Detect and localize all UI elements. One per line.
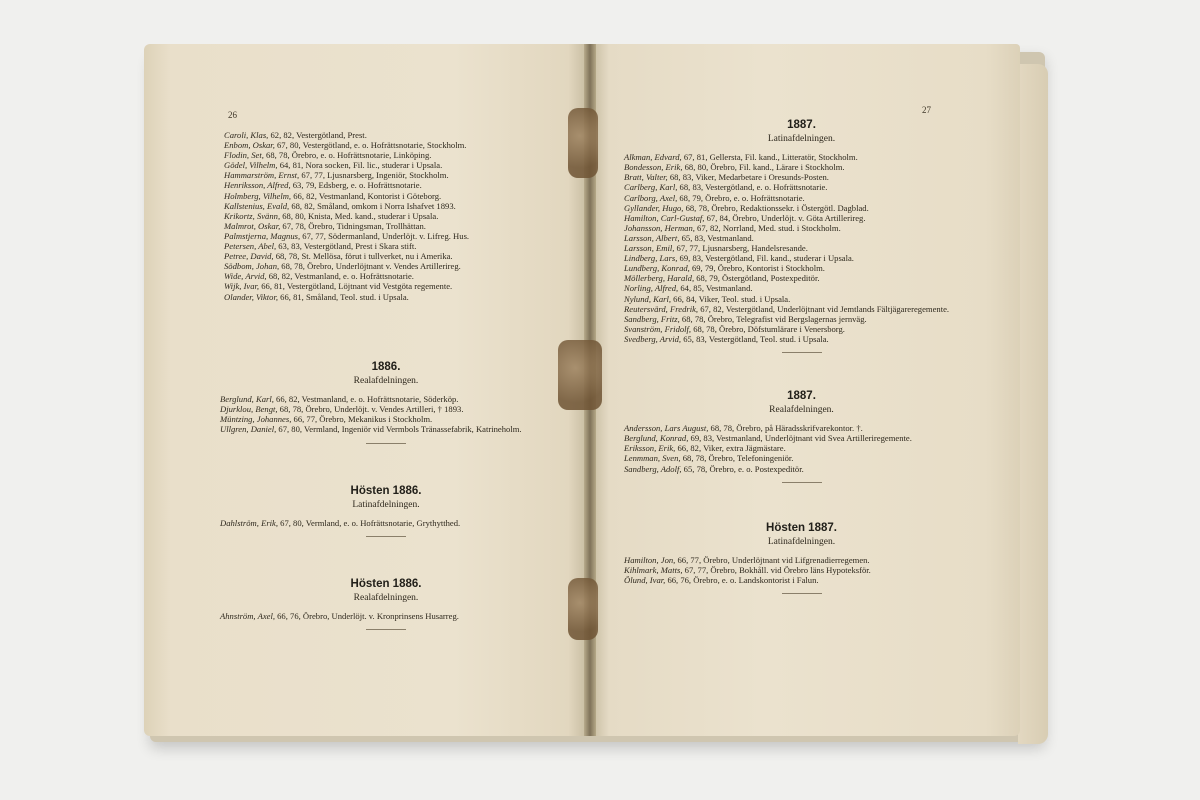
- student-details: 65, 83, Vestmanland.: [679, 232, 754, 243]
- student-details: 66, 84, Viker, Teol. stud. i Upsala.: [671, 293, 791, 304]
- student-name: Möllerberg, Harald,: [624, 273, 695, 284]
- student-details: 64, 81, Nora socken, Fil. lic., studerar i Upsala.: [277, 160, 443, 171]
- roster-entry: [624, 453, 979, 463]
- roster-entry: [224, 251, 554, 261]
- student-name: Reutersvärd, Fredrik,: [624, 303, 699, 314]
- roster-entry: [624, 283, 979, 293]
- section-heading: Hösten 1887.: [766, 521, 837, 534]
- roster-entry: [624, 253, 979, 263]
- roster-entry: [224, 150, 554, 160]
- roster-entry: [624, 182, 979, 192]
- student-details: 67, 81, Gellersta, Fil. kand., Litteratör, Stockholm.: [681, 152, 858, 163]
- roster-entry: [224, 231, 554, 241]
- section-heading: Hösten 1886.: [350, 577, 422, 590]
- student-name: Wijk, Ivar,: [224, 281, 260, 292]
- roster-entry: [224, 292, 554, 302]
- student-name: Dahlström, Erik,: [220, 517, 279, 528]
- roster-entry: [220, 518, 552, 528]
- roster-entry: [624, 423, 979, 433]
- roster-entry: [224, 191, 554, 201]
- student-name: Sandberg, Adolf,: [624, 463, 682, 474]
- student-name: Lindberg, Lars,: [624, 253, 678, 264]
- student-details: 67, 77, Ljusnarsberg, Ingeniör, Stockholm.: [299, 170, 449, 181]
- roster-entry: [224, 281, 554, 291]
- roster-entry: [624, 263, 979, 273]
- right-sections: [624, 120, 979, 594]
- student-details: 68, 80, Örebro, Fil. kand., Lärare i Stockholm.: [682, 162, 845, 173]
- roster-entry: [224, 130, 554, 140]
- student-name: Lenmman, Sven,: [624, 453, 681, 464]
- student-details: 63, 83, Vestergötland, Prest i Skara stift.: [276, 241, 417, 252]
- student-name: Flodin, Set,: [224, 150, 264, 161]
- student-details: 66, 76, Örebro, Underlöjt. v. Kronprinsens Husarreg.: [274, 611, 459, 622]
- roster-entry: [224, 170, 554, 180]
- student-name: Hamilton, Carl-Gustaf,: [624, 212, 705, 223]
- student-details: 66, 76, Örebro, e. o. Landskontorist i Falun.: [665, 575, 819, 585]
- student-name: Gödel, Vilhelm,: [224, 160, 278, 171]
- class-section: [624, 120, 979, 353]
- student-name: Bondesson, Erik,: [624, 162, 683, 173]
- roster-entry: [624, 304, 979, 314]
- roster-entry: [624, 162, 979, 172]
- student-name: Henriksson, Alfred,: [224, 180, 291, 191]
- student-details: 68, 78, Örebro, Underlöjtnant v. Vendes Artillerireg.: [279, 261, 461, 272]
- student-name: Petersen, Abel,: [224, 241, 277, 252]
- student-details: 68, 82, Småland, omkom i Norra Ishafvet 1893.: [289, 200, 456, 211]
- section-divider: [366, 629, 406, 630]
- roster-entry: [624, 555, 979, 565]
- student-details: 67, 84, Örebro, Underlöjt. v. Göta Artillerireg.: [704, 212, 866, 223]
- student-name: Müntzing, Johannes,: [220, 414, 292, 425]
- staple-top: [568, 108, 598, 178]
- roster-entry: [224, 140, 554, 150]
- roster-entry: [624, 193, 979, 203]
- roster-entry: [220, 404, 552, 414]
- student-name: Petree, David,: [224, 251, 274, 262]
- student-details: 63, 79, Edsberg, e. o. Hofrättsnotarie.: [290, 180, 422, 191]
- roster-entry: [624, 152, 979, 162]
- student-name: Ölund, Ivar,: [624, 575, 666, 585]
- student-name: Djurklou, Bengt,: [220, 404, 278, 415]
- student-name: Svanström, Fridolf,: [624, 323, 692, 334]
- student-name: Krikortz, Svänn,: [224, 210, 281, 221]
- roster-entry: [624, 324, 979, 334]
- student-name: Kallstenius, Evald,: [224, 200, 290, 211]
- student-details: 67, 80, Vermland, Ingeniör vid Vermbols Tränassefabrik, Katrineholm.: [276, 424, 522, 435]
- roster-entry: [624, 213, 979, 223]
- page-number-left: 26: [228, 110, 237, 120]
- right-page: [592, 44, 1020, 736]
- student-name: Ahnström, Axel,: [220, 611, 275, 622]
- student-details: 68, 78, St. Mellösa, förut i tullverket, nu i Amerika.: [273, 251, 453, 262]
- student-name: Ullgren, Daniel,: [220, 424, 277, 435]
- section-divider: [366, 443, 406, 444]
- student-name: Lundberg, Konrad,: [624, 263, 690, 274]
- page-edges: [1018, 64, 1048, 744]
- roster-entry: [220, 611, 552, 621]
- student-details: 67, 77, Örebro, Bokhåll. vid Örebro läns Hypoteksför.: [682, 564, 871, 575]
- student-details: 68, 79, Östergötland, Postexpeditör.: [694, 273, 820, 284]
- roster-entry: [224, 160, 554, 170]
- student-name: Bratt, Valter,: [624, 172, 668, 183]
- student-details: 68, 78, Örebro, på Häradsskrifvarekontor. †.: [708, 423, 863, 434]
- student-name: Eriksson, Erik,: [624, 443, 676, 454]
- student-details: 64, 85, Vestmanland.: [678, 283, 753, 294]
- roster-entry: [624, 294, 979, 304]
- student-details: 68, 78, Örebro, Redaktionssekr. i Östergötl. Dagblad.: [683, 202, 869, 213]
- student-details: 66, 81, Småland, Teol. stud. i Upsala.: [278, 291, 409, 302]
- section-subheading: Latinafdelningen.: [767, 536, 836, 547]
- class-section: [624, 391, 979, 483]
- student-name: Svedberg, Arvid,: [624, 333, 682, 344]
- student-details: 67, 80, Vestergötland, e. o. Hofrättsnotarie, Stockholm.: [274, 140, 467, 151]
- student-details: 67, 82, Norrland, Med. stud. i Stockholm.: [694, 222, 841, 233]
- student-details: 66, 77, Örebro, Mekanikus i Stockholm.: [291, 414, 433, 425]
- student-name: Hamilton, Jon,: [624, 554, 676, 565]
- student-name: Berglund, Karl,: [220, 394, 274, 405]
- section-subheading: Realafdelningen.: [353, 592, 419, 603]
- section-divider: [782, 352, 822, 353]
- student-details: 69, 83, Vestmanland, Underlöjtnant vid Svea Artilleriregemente.: [688, 433, 912, 444]
- student-name: Nylund, Karl,: [624, 293, 672, 304]
- student-name: Sandberg, Fritz,: [624, 313, 680, 324]
- roster-entry: [224, 201, 554, 211]
- student-details: 66, 82, Vestmanland, Kontorist i Göteborg.: [291, 190, 442, 201]
- student-name: Hammarström, Ernst,: [224, 170, 300, 181]
- student-details: 65, 83, Vestergötland, Teol. stud. i Upsala.: [681, 333, 829, 344]
- roster-entry: [224, 221, 554, 231]
- roster-entry: [624, 243, 979, 253]
- student-name: Norling, Alfred,: [624, 283, 679, 294]
- student-name: Olander, Viktor,: [224, 291, 279, 302]
- section-heading: 1886.: [371, 361, 401, 373]
- student-details: 68, 80, Knista, Med. kand., studerar i Upsala.: [280, 210, 439, 221]
- roster-entry: [224, 271, 554, 281]
- roster-entry: [624, 443, 979, 453]
- student-name: Gyllander, Hugo,: [624, 202, 684, 213]
- student-name: Larsson, Emil,: [624, 243, 675, 254]
- student-details: 69, 83, Vestergötland, Fil. kand., studerar i Upsala.: [677, 253, 854, 264]
- student-details: 67, 78, Örebro, Tidningsman, Trollhättan.: [280, 220, 426, 231]
- class-section: [220, 362, 552, 444]
- section-subheading: Realafdelningen.: [769, 405, 834, 416]
- student-details: 68, 79, Örebro, e. o. Hofrättsnotarie.: [677, 192, 805, 203]
- roster-entry: [224, 261, 554, 271]
- student-details: 62, 82, Vestergötland, Prest.: [268, 130, 367, 140]
- student-details: 66, 81, Vestergötland, Löjtnant vid Vestgöta regemente.: [259, 281, 453, 292]
- left-top-list: [224, 130, 554, 302]
- section-divider: [366, 536, 406, 537]
- student-name: Carlborg, Axel,: [624, 192, 678, 203]
- roster-entry: [220, 424, 552, 434]
- student-details: 68, 83, Viker, Medarbetare i Oresunds-Posten.: [667, 172, 829, 183]
- section-divider: [782, 482, 822, 483]
- roster-entry: [624, 203, 979, 213]
- student-name: Carlberg, Karl,: [624, 182, 678, 193]
- student-name: Caroli, Klas,: [224, 130, 269, 140]
- student-details: 68, 82, Vestmanland, e. o. Hofrättsnotarie.: [266, 271, 414, 282]
- section-heading: 1887.: [787, 389, 816, 402]
- roster-entry: [224, 180, 554, 190]
- student-details: 68, 83, Vestergötland, e. o. Hofrättsnotarie.: [677, 182, 828, 193]
- roster-entry: [624, 314, 979, 324]
- student-name: Södbom, Johan,: [224, 261, 280, 272]
- roster-entry: [624, 575, 979, 585]
- roster-entry: [624, 172, 979, 182]
- student-name: Alkman, Edvard,: [624, 152, 682, 163]
- class-section: [624, 523, 979, 594]
- roster-entry: [624, 464, 979, 474]
- student-details: 69, 79, Örebro, Kontorist i Stockholm.: [689, 263, 825, 274]
- roster-entry: [624, 223, 979, 233]
- student-name: Larsson, Albert,: [624, 232, 680, 243]
- section-heading: 1887.: [787, 119, 816, 131]
- student-details: 67, 77, Ljusnarsberg, Handelsresande.: [674, 243, 808, 254]
- student-details: 67, 80, Vermland, e. o. Hofrättsnotarie, Grythytthed.: [278, 517, 461, 528]
- section-divider: [782, 593, 822, 594]
- student-details: 68, 78, Örebro, Döfstumlärare i Venersborg.: [691, 323, 845, 334]
- left-sections: [220, 362, 552, 630]
- roster-entry: [220, 394, 552, 404]
- student-details: 67, 77, Södermanland, Underlöjt. v. Lifreg. Hus.: [300, 230, 470, 241]
- student-name: Kihlmark, Matts,: [624, 564, 683, 575]
- left-page: [144, 44, 586, 736]
- student-details: 68, 78, Örebro, e. o. Hofrättsnotarie, Linköping.: [263, 150, 432, 161]
- student-name: Palmstjerna, Magnus,: [224, 230, 301, 241]
- student-details: 65, 78, Örebro, e. o. Postexpeditör.: [681, 463, 804, 474]
- staple-middle: [558, 340, 602, 410]
- class-section: [220, 579, 552, 630]
- section-heading: Hösten 1886.: [350, 484, 422, 497]
- section-subheading: Latinafdelningen.: [352, 499, 420, 510]
- student-details: 66, 82, Viker, extra Jägmästare.: [675, 443, 786, 454]
- roster-entry: [624, 565, 979, 575]
- student-name: Andersson, Lars August,: [624, 423, 709, 434]
- roster-entry: [624, 433, 979, 443]
- class-section: [220, 486, 552, 537]
- roster-entry: [224, 211, 554, 221]
- student-details: 66, 82, Vestmanland, e. o. Hofrättsnotarie, Söderköp.: [273, 394, 459, 405]
- page-number-right: 27: [922, 105, 931, 115]
- section-subheading: Latinafdelningen.: [767, 134, 836, 145]
- student-name: Malmrot, Oskar,: [224, 220, 281, 231]
- student-details: 68, 78, Örebro, Telefoningeniör.: [680, 453, 794, 464]
- student-details: 68, 78, Örebro, Telegrafist vid Bergslagernas jernväg.: [679, 313, 867, 324]
- roster-entry: [624, 233, 979, 243]
- roster-entry: [624, 334, 979, 344]
- roster-entry: [220, 414, 552, 424]
- student-name: Enbom, Oskar,: [224, 140, 275, 151]
- student-details: 66, 77, Örebro, Underlöjtnant vid Lifgrenadierregemen.: [675, 554, 870, 565]
- student-name: Wide, Arvid,: [224, 271, 267, 282]
- section-subheading: Realafdelningen.: [353, 376, 419, 387]
- student-name: Johansson, Herman,: [624, 222, 695, 233]
- student-details: 67, 82, Vestergötland, Underlöjtnant vid Jemtlands Fältjägareregemente.: [698, 303, 950, 314]
- roster-entry: [224, 241, 554, 251]
- roster-entry: [624, 273, 979, 283]
- student-details: 68, 78, Örebro, Underlöjt. v. Vendes Artilleri, † 1893.: [277, 404, 464, 415]
- student-name: Berglund, Konrad,: [624, 433, 689, 444]
- staple-bottom: [568, 578, 598, 640]
- student-name: Holmberg, Vilhelm,: [224, 190, 292, 201]
